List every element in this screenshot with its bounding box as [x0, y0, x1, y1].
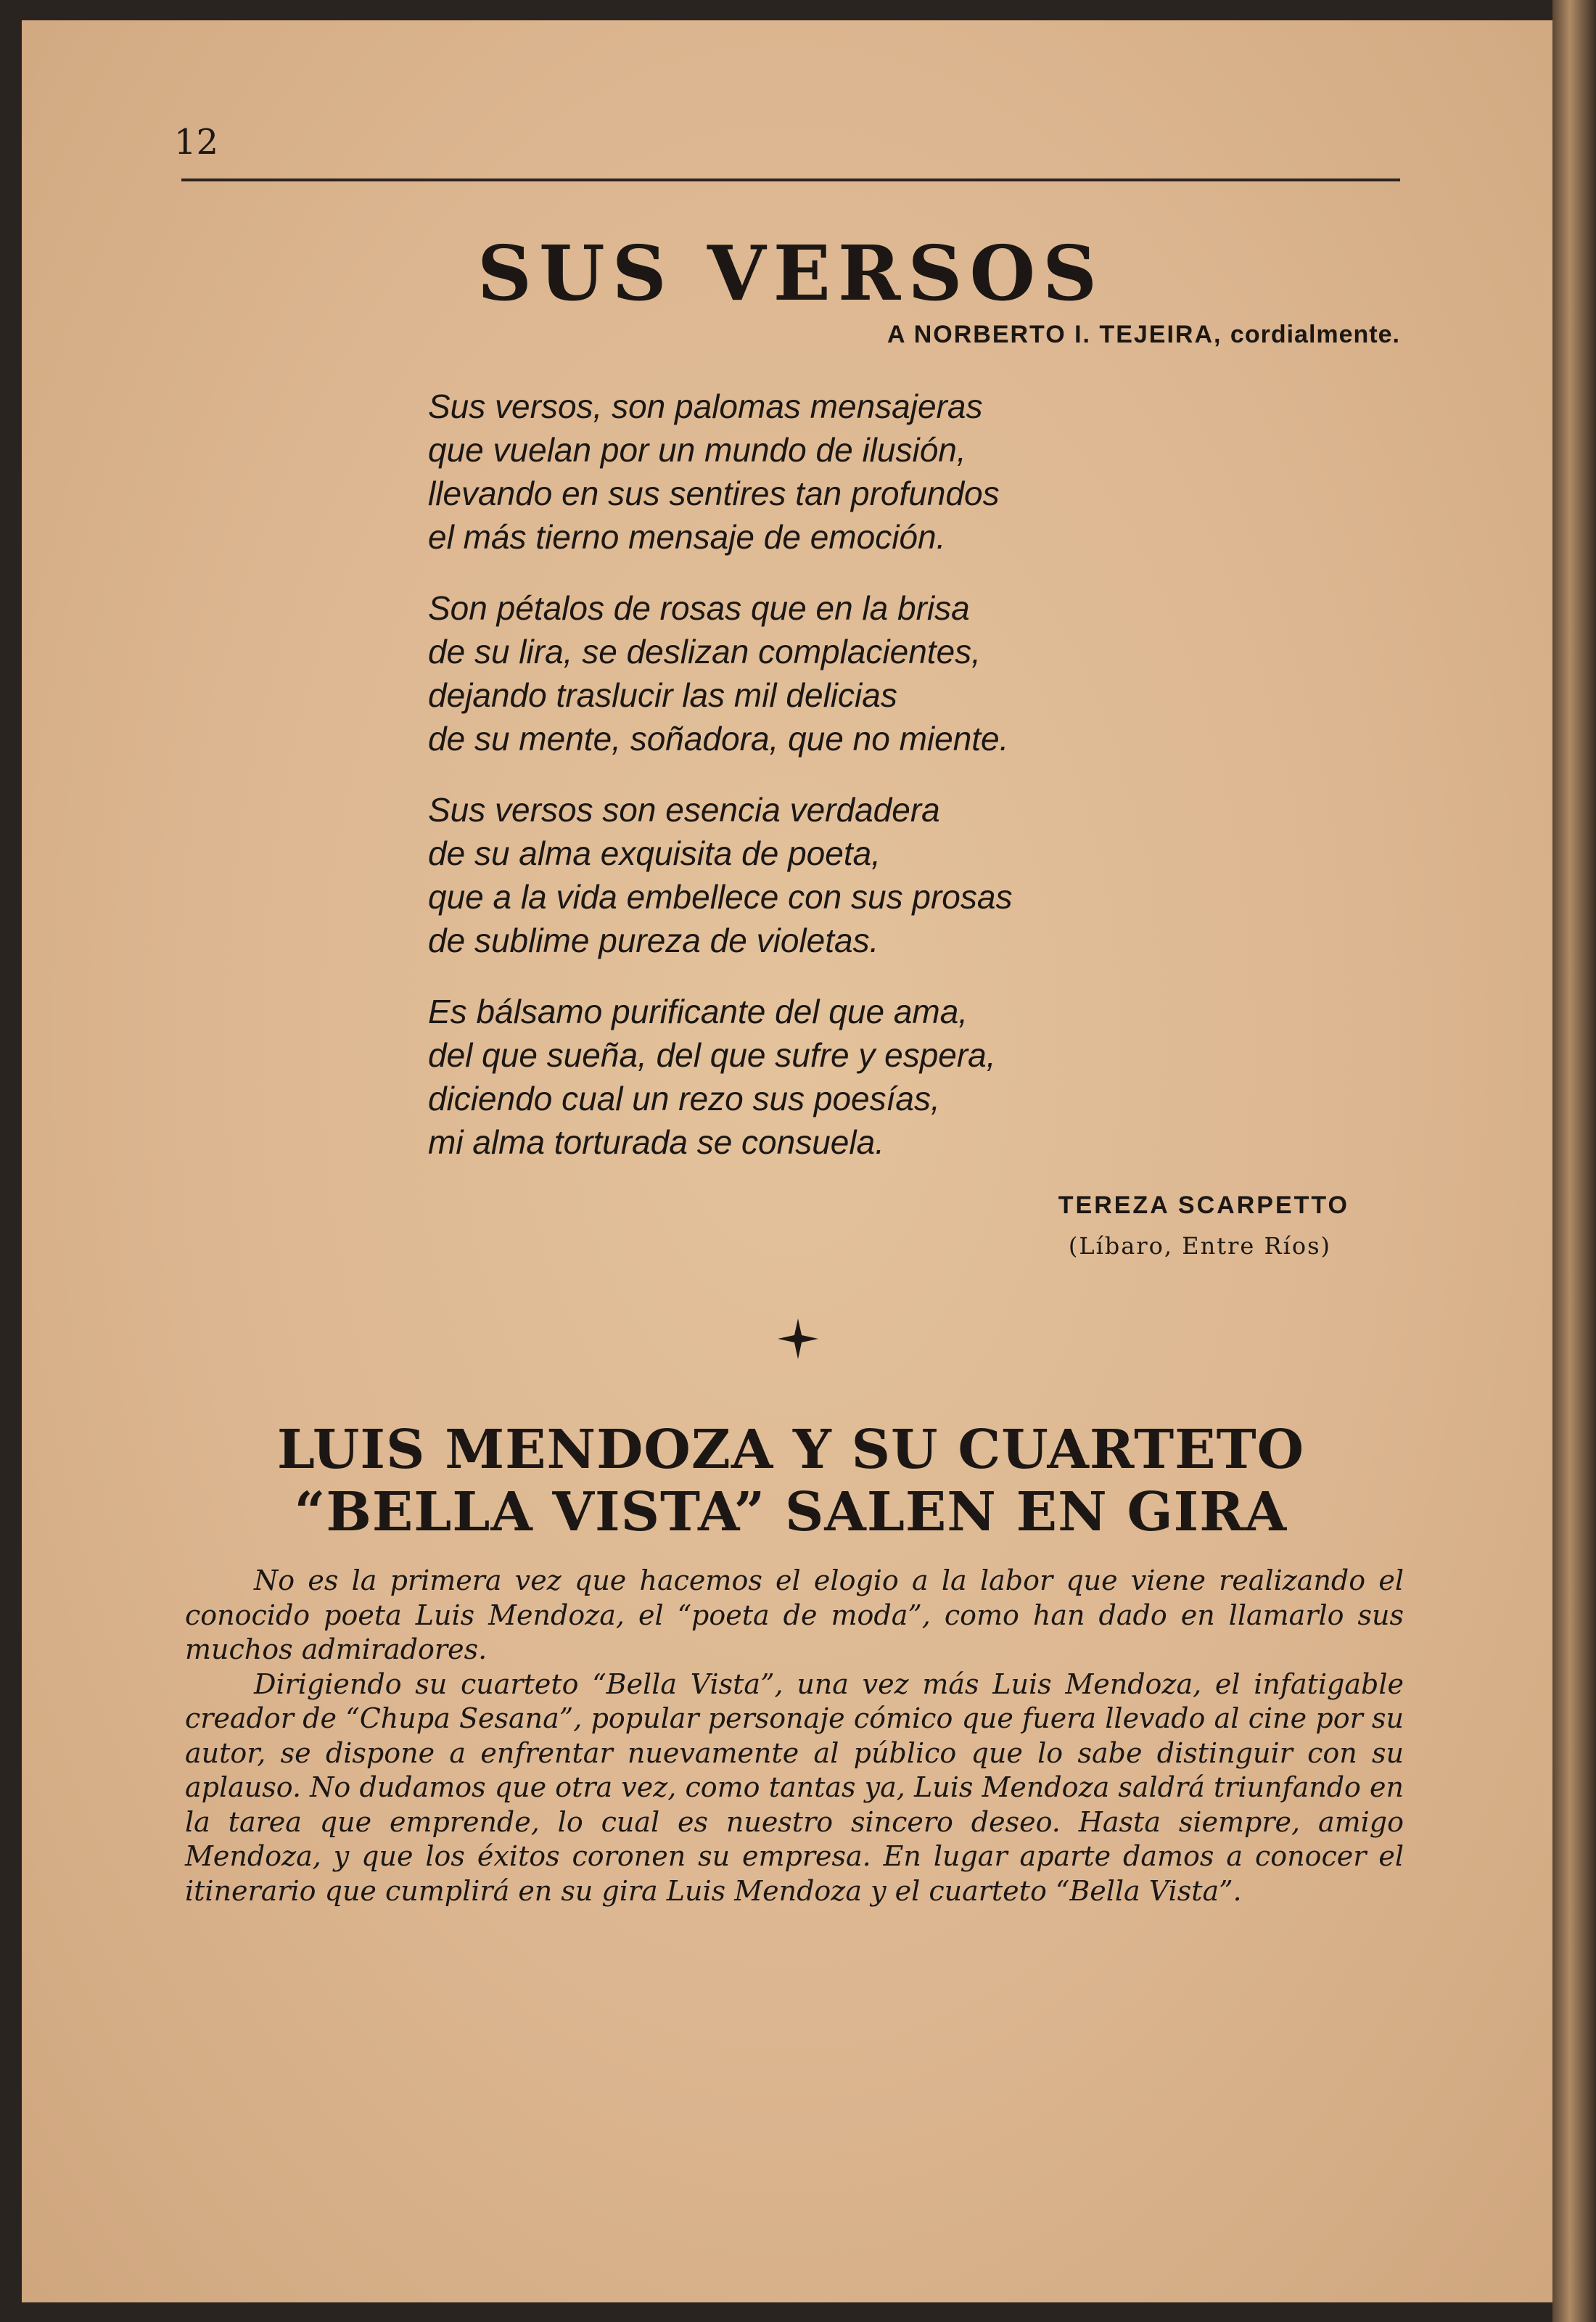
page-edge: [1552, 0, 1596, 2322]
headline-line-2: “BELLA VISTA” SALEN EN GIRA: [294, 1481, 1288, 1543]
stanza-2: [428, 586, 1012, 760]
verse-line: Sus versos son esencia verdadera: [428, 791, 940, 829]
verse-line: Es bálsamo purificante del que ama,: [428, 993, 968, 1030]
page-number: 12: [174, 122, 219, 163]
headline-line-1: LUIS MENDOZA Y SU CUARTETO: [276, 1419, 1305, 1481]
verse-line: de su lira, se deslizan complacientes,: [428, 633, 981, 670]
stanza-1: [428, 385, 1012, 559]
verse-line: diciendo cual un rezo sus poesías,: [428, 1080, 940, 1117]
verse-line: dejando traslucir las mil delicias: [428, 676, 897, 714]
article-body: [185, 1564, 1404, 1908]
dedication-name: A NORBERTO I. TEJEIRA,: [887, 321, 1222, 348]
poem-author: TEREZA SCARPETTO: [1058, 1191, 1349, 1219]
verse-line: de sublime pureza de violetas.: [428, 922, 879, 959]
four-point-star-icon: [776, 1317, 820, 1372]
article-headline: [0, 1419, 1581, 1543]
verse-line: que vuelan por un mundo de ilusión,: [428, 431, 966, 469]
verse-line: del que sueña, del que sufre y espera,: [428, 1036, 996, 1074]
verse-line: el más tierno mensaje de emoción.: [428, 518, 946, 556]
verse-line: de su alma exquisita de poeta,: [428, 834, 881, 872]
verse-line: que a la vida embellece con sus prosas: [428, 878, 1013, 916]
header-rule: [181, 179, 1400, 181]
verse-line: llevando en sus sentires tan profundos: [428, 475, 1000, 512]
dedication-suffix: cordialmente.: [1230, 321, 1400, 348]
article-paragraph: Dirigiendo su cuarteto “Bella Vista”, una vez más Luis Mendoza, el infatigable creador de “Chupa Sesana”, popular personaje cómico que fuera llevado al cine por su autor, se dispone a enfrentar nuevamente al público que lo sabe distinguir con su aplauso. No dudamos que otra vez, como tantas ya, Luis Mendoza saldrá triunfando en la tarea que emprende, lo cual es nuestro sincero deseo. Hasta siempre, amigo Mendoza, y que los éxitos coronen su empresa. En lugar aparte damos a conocer el itinerario que cumplirá en su gira Luis Mendoza y el cuarteto “Bella Vista”.: [185, 1667, 1404, 1907]
verse-line: Son pétalos de rosas que en la brisa: [428, 589, 970, 627]
article-paragraph: No es la primera vez que hacemos el elogio a la labor que viene realizando el conocido poeta Luis Mendoza, el “poeta de moda”, como han dado en llamarlo sus muchos admiradores.: [185, 1564, 1404, 1665]
poem-author-place: (Líbaro, Entre Ríos): [1068, 1232, 1331, 1260]
stanza-4: [428, 990, 1012, 1164]
poem-body: [428, 385, 1012, 1191]
stanza-3: [428, 788, 1012, 962]
poem-title: SUS VERSOS: [477, 229, 1105, 318]
verse-line: mi alma torturada se consuela.: [428, 1123, 884, 1161]
poem-dedication: [887, 321, 1400, 349]
verse-line: de su mente, soñadora, que no miente.: [428, 720, 1009, 758]
verse-line: Sus versos, son palomas mensajeras: [428, 387, 983, 425]
